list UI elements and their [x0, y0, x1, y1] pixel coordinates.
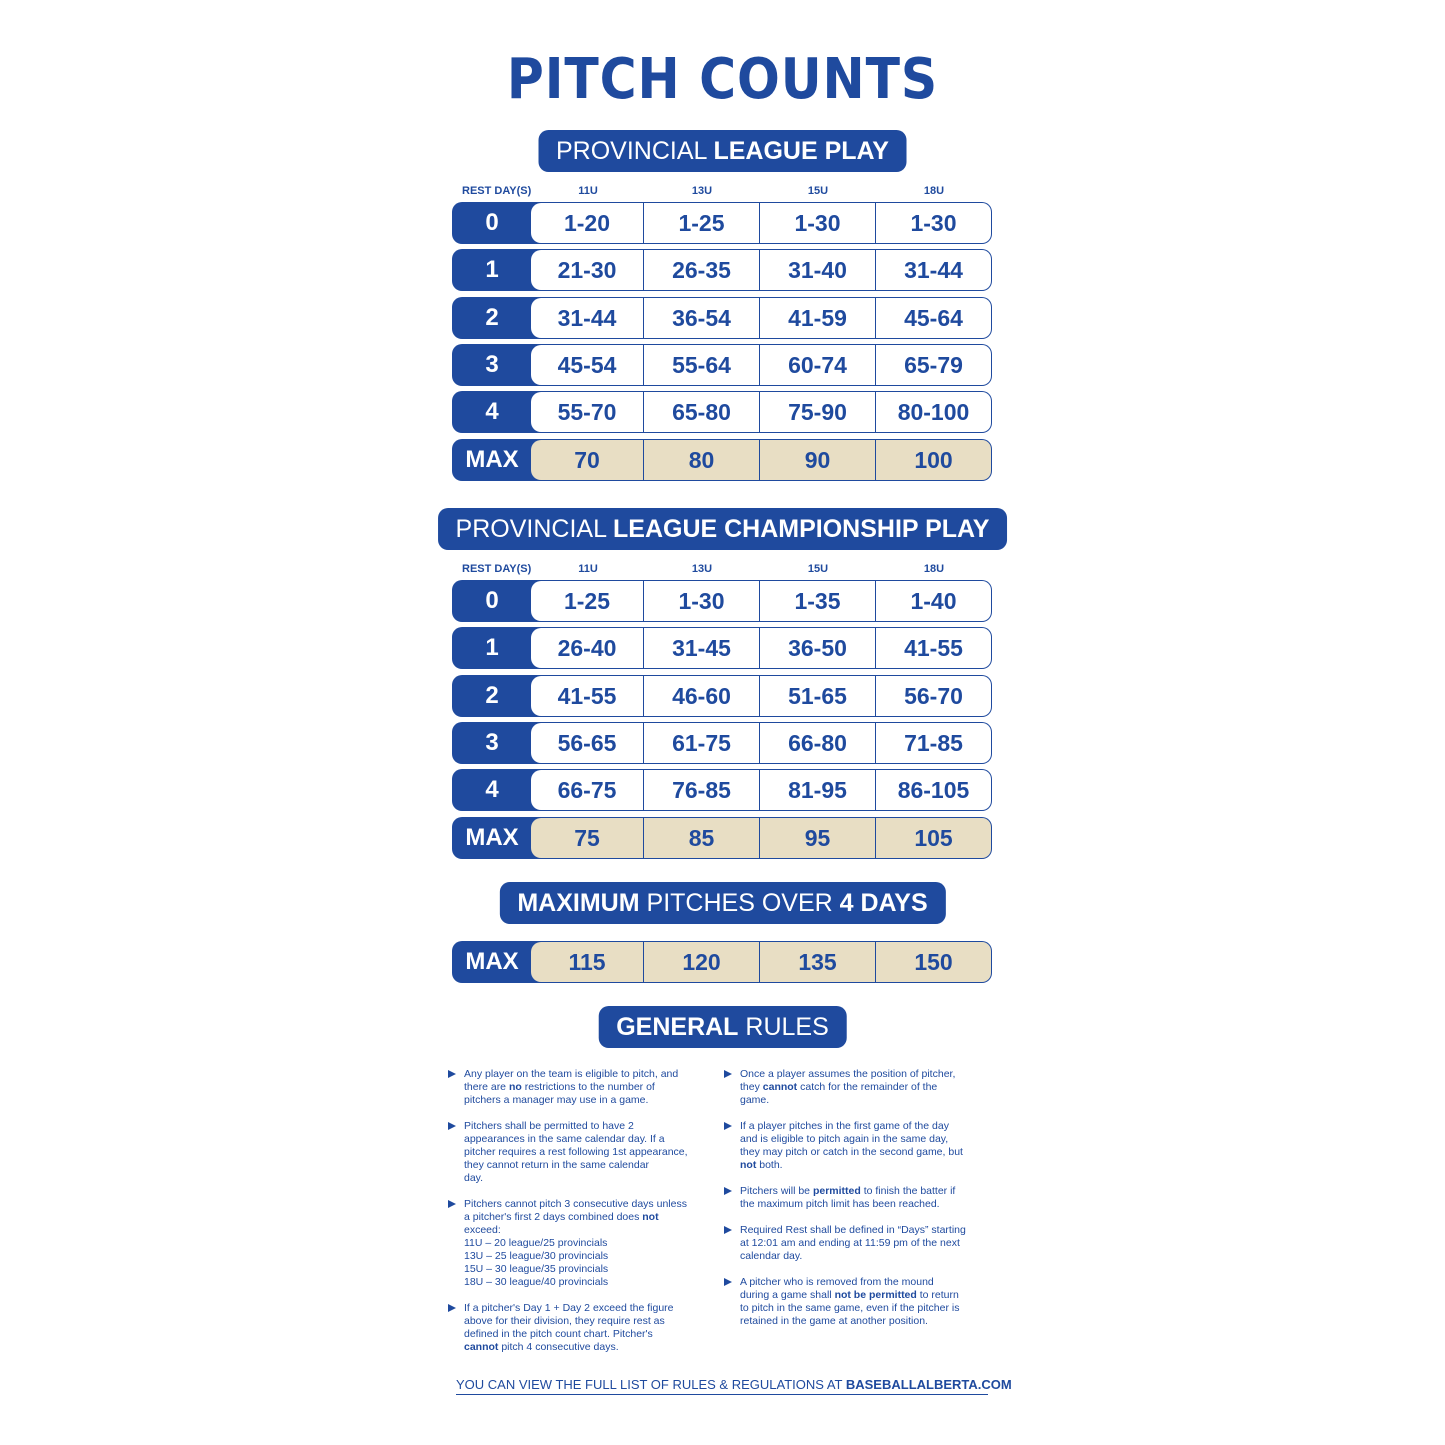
cell-13u: 1-25 — [644, 203, 760, 243]
table-row — [452, 391, 992, 433]
rule-emphasis: cannot — [762, 1081, 798, 1093]
rules-regulations-link[interactable] — [456, 1377, 1012, 1395]
rest-days-label: MAX — [465, 823, 519, 851]
rule-text: 11U – 20 league/25 provincials — [464, 1237, 608, 1249]
row-cells — [531, 392, 991, 432]
rule-item — [724, 1185, 989, 1211]
triangle-bullet-icon — [724, 1278, 732, 1286]
column-header-15u: 15U — [807, 563, 829, 575]
rule-text: Pitchers will be — [740, 1185, 813, 1197]
cell-11u: 26-40 — [531, 628, 644, 668]
rule-emphasis: cannot — [464, 1341, 499, 1353]
rule-item — [448, 1302, 713, 1354]
heading-bold-text: LEAGUE CHAMPIONSHIP PLAY — [613, 515, 990, 543]
rule-text: to pitch in the same game, even if the pitcher is — [740, 1302, 960, 1314]
page-title: PITCH COUNTS — [506, 47, 939, 112]
rule-text: pitcher requires a rest following 1st appearance, — [464, 1146, 688, 1158]
cell-18u: 105 — [914, 824, 953, 851]
rule-line — [740, 1250, 989, 1263]
triangle-bullet-icon — [448, 1304, 456, 1312]
rule-item — [724, 1068, 989, 1107]
rest-days-label: 2 — [485, 303, 499, 331]
cell-13u: 65-80 — [644, 392, 760, 432]
column-header-18u: 18U — [923, 185, 945, 197]
row-cells — [531, 628, 991, 668]
heading-bold-text: GENERAL — [616, 1013, 739, 1041]
rest-days-label: 1 — [485, 634, 499, 662]
column-header-11u: 11U — [578, 185, 598, 197]
cell-13u: 80 — [644, 440, 760, 480]
cell-15u: 90 — [760, 440, 876, 480]
cell-18u: 1-30 — [910, 210, 957, 236]
rule-text: exceed: — [464, 1224, 501, 1236]
rule-line — [464, 1237, 713, 1250]
rule-emphasis: not — [740, 1159, 757, 1171]
rule-text: they may pitch or catch in the second game, but — [740, 1146, 963, 1158]
rule-text: appearances in the same calendar day. If a — [464, 1133, 665, 1145]
section-heading-championship-play — [438, 508, 1008, 550]
triangle-bullet-icon — [724, 1226, 732, 1234]
row-cells — [531, 345, 991, 385]
row-cells — [531, 942, 991, 982]
rule-text: restrictions to the number of — [521, 1081, 655, 1093]
table-row — [452, 769, 992, 811]
rule-text: Any player on the team is eligible to pitch, and — [464, 1068, 679, 1080]
rule-text: Once a player assumes the position of pitcher, — [740, 1068, 956, 1080]
cell-15u: 135 — [760, 942, 876, 982]
cell-18u: 31-44 — [904, 257, 963, 284]
cell-11u: 45-54 — [531, 345, 644, 385]
rest-days-label: 3 — [485, 728, 499, 756]
rule-line — [740, 1068, 989, 1081]
rule-text: during a game shall — [740, 1289, 835, 1301]
rule-text: catch for the remainder of the — [797, 1081, 938, 1093]
cell-11u: 115 — [531, 942, 644, 982]
rule-emphasis: not be permitted — [834, 1289, 917, 1301]
rule-line — [464, 1276, 713, 1289]
cell-13u: 26-35 — [644, 250, 760, 290]
triangle-bullet-icon — [448, 1070, 456, 1078]
row-cells — [531, 818, 991, 858]
cell-18u: 100 — [914, 446, 953, 473]
rule-text: game. — [740, 1094, 770, 1106]
rule-text: the maximum pitch limit has been reached. — [740, 1198, 940, 1210]
rule-line — [740, 1289, 989, 1302]
triangle-bullet-icon — [448, 1200, 456, 1208]
cell-15u: 95 — [760, 818, 876, 858]
section-heading-general-rules — [598, 1006, 847, 1048]
rule-line — [740, 1094, 989, 1107]
row-cells — [531, 770, 991, 810]
rule-text: If a player pitches in the first game of the day — [740, 1120, 949, 1132]
column-header-13u: 13U — [691, 185, 713, 197]
heading-light-text: PITCHES OVER — [646, 889, 833, 917]
rule-text: 13U – 25 league/30 provincials — [464, 1250, 609, 1262]
rule-line — [740, 1237, 989, 1250]
rule-text: A pitcher who is removed from the mound — [740, 1276, 934, 1288]
rule-line — [740, 1315, 989, 1328]
footer-site: BASEBALLALBERTA.COM — [845, 1377, 1012, 1392]
cell-15u: 60-74 — [760, 345, 876, 385]
rule-text: day. — [464, 1172, 484, 1184]
cell-13u: 55-64 — [644, 345, 760, 385]
cell-13u: 76-85 — [644, 770, 760, 810]
section-heading-max-over-4-days — [499, 882, 945, 924]
rule-line — [464, 1120, 713, 1133]
rule-line — [464, 1198, 713, 1211]
rule-item — [448, 1198, 713, 1289]
rule-text: defined in the pitch count chart. Pitcher's — [464, 1328, 653, 1340]
triangle-bullet-icon — [724, 1122, 732, 1130]
row-label: MAX — [465, 948, 519, 975]
cell-13u: 120 — [644, 942, 760, 982]
cell-13u: 61-75 — [644, 723, 760, 763]
rule-emphasis: no — [508, 1081, 522, 1093]
cell-18u: 65-79 — [904, 351, 963, 378]
column-header-rest-days: REST DAY(S) — [462, 563, 532, 575]
rule-emphasis: permitted — [812, 1185, 861, 1197]
rule-line — [740, 1276, 989, 1289]
table-row — [452, 439, 992, 481]
rest-days-label: MAX — [465, 445, 519, 473]
rule-text: and is eligible to pitch again in the same day, — [740, 1133, 949, 1145]
cell-18u: 1-40 — [910, 588, 957, 614]
rule-line — [740, 1159, 989, 1172]
rule-line — [740, 1185, 989, 1198]
rule-text: Required Rest shall be defined in “Days” starting — [740, 1224, 966, 1236]
rule-text: to return — [916, 1289, 959, 1301]
rule-text: there are — [464, 1081, 509, 1093]
cell-13u: 1-30 — [644, 581, 760, 621]
row-cells — [531, 298, 991, 338]
rule-item — [448, 1068, 713, 1107]
table-row — [452, 817, 992, 859]
cell-13u: 85 — [644, 818, 760, 858]
heading-bold-text: MAXIMUM — [517, 889, 640, 917]
cell-11u: 21-30 — [531, 250, 644, 290]
cell-15u: 66-80 — [760, 723, 876, 763]
rule-text: If a pitcher's Day 1 + Day 2 exceed the figure — [464, 1302, 674, 1314]
rule-line — [740, 1081, 989, 1094]
rule-line — [464, 1315, 713, 1328]
row-cells — [531, 440, 991, 480]
cell-13u: 31-45 — [644, 628, 760, 668]
rule-line — [464, 1068, 713, 1081]
rule-line — [464, 1224, 713, 1237]
cell-15u: 75-90 — [760, 392, 876, 432]
rule-text: they — [740, 1081, 763, 1093]
cell-11u: 66-75 — [531, 770, 644, 810]
rule-text: to finish the batter if — [860, 1185, 956, 1197]
cell-18u: 150 — [914, 949, 953, 975]
rest-days-label: 0 — [485, 587, 499, 614]
heading-light-text: PROVINCIAL — [455, 515, 607, 543]
rule-line — [740, 1224, 989, 1237]
row-cells — [531, 723, 991, 763]
cell-15u: 31-40 — [760, 250, 876, 290]
rule-text: Pitchers cannot pitch 3 consecutive days unless — [464, 1198, 687, 1210]
rule-line — [464, 1250, 713, 1263]
cell-18u: 41-55 — [904, 635, 963, 662]
cell-11u: 1-20 — [531, 203, 644, 243]
rule-text: 15U – 30 league/35 provincials — [464, 1263, 609, 1275]
rule-text: calendar day. — [740, 1250, 803, 1262]
table-row — [452, 675, 992, 717]
cell-11u: 41-55 — [531, 676, 644, 716]
rule-line — [464, 1094, 713, 1107]
table-row — [452, 627, 992, 669]
rule-text: 18U – 30 league/40 provincials — [464, 1276, 609, 1288]
rule-text: a pitcher's first 2 days combined does — [464, 1211, 643, 1223]
cell-15u: 1-30 — [760, 203, 876, 243]
heading-bold-text: LEAGUE PLAY — [713, 137, 889, 165]
rule-line — [464, 1133, 713, 1146]
rule-line — [740, 1133, 989, 1146]
triangle-bullet-icon — [724, 1187, 732, 1195]
column-header-13u: 13U — [691, 563, 713, 575]
table-row — [452, 580, 992, 622]
rule-line — [740, 1198, 989, 1211]
rule-line — [464, 1302, 713, 1315]
rule-line — [464, 1263, 713, 1276]
row-cells — [531, 203, 991, 243]
rule-item — [724, 1120, 989, 1172]
cell-13u: 36-54 — [644, 298, 760, 338]
rule-text: Pitchers shall be permitted to have 2 — [464, 1120, 634, 1132]
cell-18u: 71-85 — [904, 729, 963, 756]
max-over-4-days-row — [452, 941, 992, 983]
cell-11u: 1-25 — [531, 581, 644, 621]
rule-item — [724, 1276, 989, 1328]
rule-line — [464, 1081, 713, 1094]
rule-line — [740, 1120, 989, 1133]
cell-15u: 36-50 — [760, 628, 876, 668]
column-header-15u: 15U — [807, 185, 829, 197]
rest-days-label: 1 — [485, 256, 499, 284]
rest-days-label: 2 — [485, 681, 499, 709]
cell-11u: 31-44 — [531, 298, 644, 338]
cell-15u: 1-35 — [760, 581, 876, 621]
league-play-column-headers — [452, 185, 992, 201]
table-row — [452, 249, 992, 291]
cell-18u: 56-70 — [904, 682, 963, 709]
rule-text: pitch 4 consecutive days. — [498, 1341, 619, 1353]
row-cells — [531, 250, 991, 290]
column-header-rest-days: REST DAY(S) — [462, 185, 532, 197]
rule-line — [464, 1146, 713, 1159]
rule-line — [740, 1302, 989, 1315]
cell-11u: 75 — [531, 818, 644, 858]
triangle-bullet-icon — [448, 1122, 456, 1130]
cell-11u: 70 — [531, 440, 644, 480]
rule-item — [724, 1224, 989, 1263]
rule-line — [464, 1159, 713, 1172]
table-row — [452, 722, 992, 764]
heading-bold-text: 4 DAYS — [839, 889, 928, 917]
rule-line — [464, 1328, 713, 1341]
column-header-11u: 11U — [578, 563, 598, 575]
row-cells — [531, 581, 991, 621]
rule-text: they cannot return in the same calendar — [464, 1159, 650, 1171]
rest-days-label: 4 — [485, 398, 499, 426]
rule-emphasis: not — [642, 1211, 659, 1223]
rule-text: both. — [756, 1159, 783, 1171]
cell-11u: 55-70 — [531, 392, 644, 432]
table-row — [452, 202, 992, 244]
cell-18u: 45-64 — [904, 304, 963, 331]
championship-play-column-headers — [452, 563, 992, 579]
heading-light-text: PROVINCIAL — [556, 137, 707, 165]
row-cells — [531, 676, 991, 716]
table-row — [452, 297, 992, 339]
rule-text: pitchers a manager may use in a game. — [464, 1094, 649, 1106]
rest-days-label: 3 — [485, 350, 499, 378]
column-header-18u: 18U — [923, 563, 945, 575]
rule-line — [464, 1172, 713, 1185]
cell-18u: 86-105 — [897, 777, 970, 804]
cell-15u: 81-95 — [760, 770, 876, 810]
footer-text: YOU CAN VIEW THE FULL LIST OF RULES & REGULATIONS AT — [456, 1377, 846, 1392]
rule-line — [464, 1211, 713, 1224]
cell-13u: 46-60 — [644, 676, 760, 716]
rule-text: retained in the game at another position. — [740, 1315, 928, 1327]
rule-text: at 12:01 am and ending at 11:59 pm of the next — [740, 1237, 960, 1249]
rest-days-label: 4 — [485, 776, 499, 804]
section-heading-league-play — [538, 130, 907, 172]
cell-11u: 56-65 — [531, 723, 644, 763]
rule-text: above for their division, they require rest as — [464, 1315, 665, 1327]
triangle-bullet-icon — [724, 1070, 732, 1078]
rule-line — [464, 1341, 713, 1354]
table-row — [452, 344, 992, 386]
cell-15u: 51-65 — [760, 676, 876, 716]
rule-item — [448, 1120, 713, 1185]
rule-line — [740, 1146, 989, 1159]
cell-18u: 80-100 — [897, 399, 970, 426]
heading-light-text: RULES — [745, 1013, 829, 1041]
cell-15u: 41-59 — [760, 298, 876, 338]
rest-days-label: 0 — [485, 209, 499, 236]
